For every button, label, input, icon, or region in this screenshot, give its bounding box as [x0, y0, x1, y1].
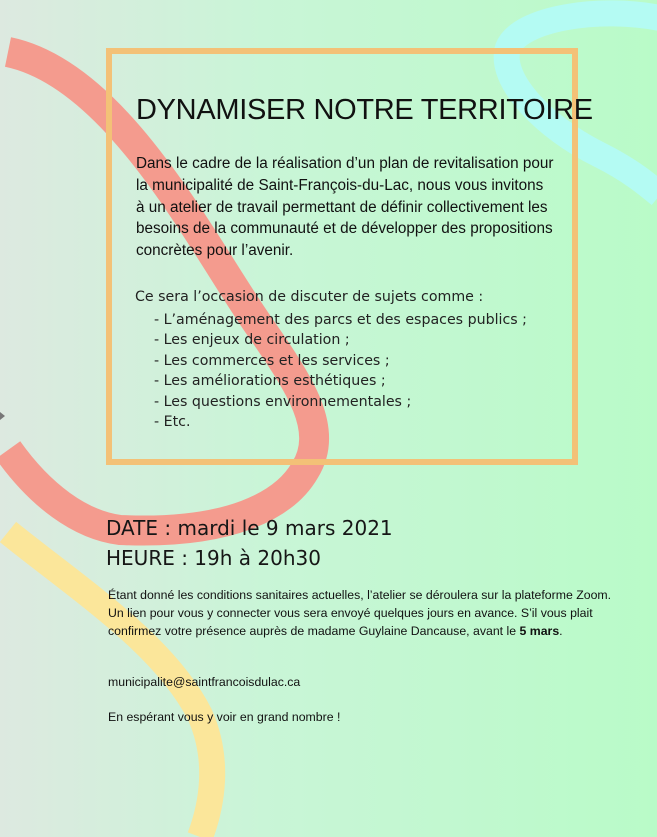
- topic-item: - Les améliorations esthétiques ;: [154, 371, 527, 391]
- event-time: HEURE : 19h à 20h30: [106, 546, 321, 570]
- details-paragraph: [108, 586, 628, 641]
- topic-item: - Les commerces et les services ;: [154, 351, 527, 371]
- topic-item: - Les questions environnementales ;: [154, 392, 527, 412]
- details-end: .: [559, 624, 563, 639]
- deadline-date: 5 mars: [519, 624, 560, 639]
- topics-lead: Ce sera l’occasion de discuter de sujets comme :: [135, 289, 484, 305]
- topic-item: - Etc.: [154, 412, 527, 432]
- intro-paragraph: Dans le cadre de la réalisation d’un plan de revitalisation pour la municipalité de Saint-François-du-Lac, nous vous invitons à un atelier de travail permettant de définir collectivement les besoins de la communauté et de développer des propositions concrètes pour l’avenir.: [136, 155, 554, 260]
- topic-item: - Les enjeux de circulation ;: [154, 330, 527, 350]
- page-title: DYNAMISER NOTRE TERRITOIRE: [136, 94, 593, 126]
- event-date: DATE : mardi le 9 mars 2021: [106, 516, 393, 540]
- topics-list: [154, 310, 527, 432]
- details-text: Étant donné les conditions sanitaires actuelles, l’atelier se déroulera sur la plateforme Zoom. Un lien pour vous y connecter vous sera envoyé quelques jours en avance. S’il vous plait confirmez votre présence auprès de madame Guylaine Dancause, avant le: [108, 588, 612, 639]
- closing-line: En espérant vous y voir en grand nombre !: [108, 710, 341, 724]
- contact-email[interactable]: municipalite@saintfrancoisdulac.ca: [108, 675, 301, 689]
- topic-item: - L’aménagement des parcs et des espaces publics ;: [154, 310, 527, 330]
- edge-marker: [0, 412, 5, 420]
